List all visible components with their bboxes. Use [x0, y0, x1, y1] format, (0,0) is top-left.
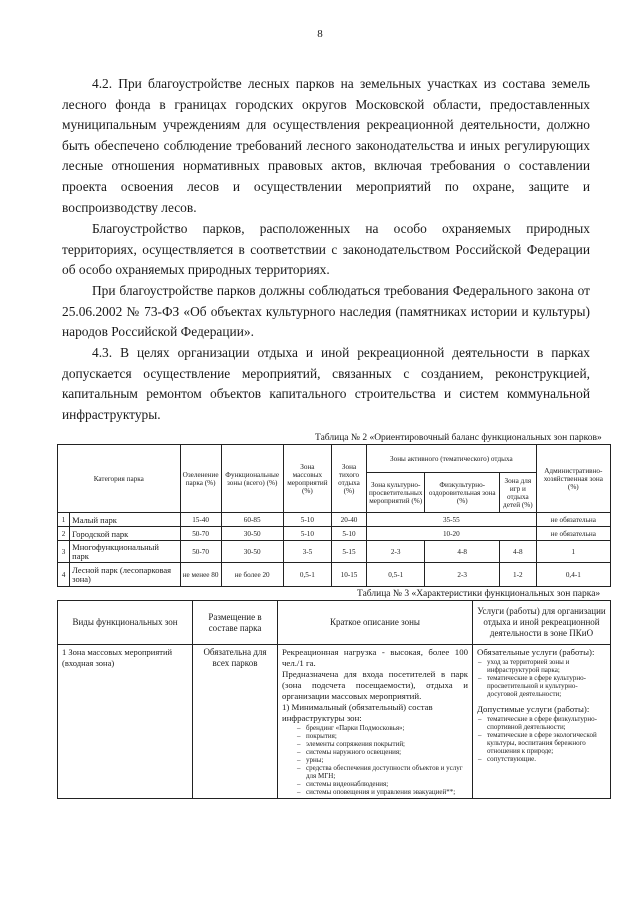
t2-cell: 4-8	[425, 541, 500, 563]
t3-desc-purpose: Предназначена для входа посетителей в парк (зона подсчета посещаемости), отдыха и организации массовых мероприятий.	[282, 669, 468, 701]
t2-cell: 10-20	[367, 527, 537, 541]
t2-cell: 30-50	[221, 541, 283, 563]
table-row	[58, 541, 611, 563]
t3-allowed-list	[477, 715, 606, 763]
t2-head-active: Зоны активного (тематического) отдыха	[367, 445, 537, 473]
t2-cell: 3	[58, 541, 70, 563]
t2-cell: 20-40	[332, 513, 367, 527]
t2-cell: 60-85	[221, 513, 283, 527]
t2-cell: 5-10	[283, 527, 331, 541]
t2-head-kids: Зона для игр и отдыха детей (%)	[500, 473, 537, 513]
list-item: – тематические в сфере экологической культуры, воспитания бережного отношения к природе;	[487, 731, 606, 755]
t2-head-quiet: Зона тихого отдыха (%)	[332, 445, 367, 513]
t3-mandatory-title: Обязательные услуги (работы):	[477, 647, 595, 657]
t3-allowed-title: Допустимые услуги (работы):	[477, 704, 590, 714]
table-zone-balance	[57, 444, 611, 587]
t2-cell: Городской парк	[70, 527, 180, 541]
t2-cell: Малый парк	[70, 513, 180, 527]
t2-cell: 10-15	[332, 563, 367, 587]
t3-head-desc: Краткое описание зоны	[278, 601, 473, 645]
t3-head-services: Услуги (работы) для организации отдыха и иной рекреационной деятельности в зоне ПКиО	[473, 601, 611, 645]
t3-desc-list	[282, 724, 468, 796]
t2-head-functional: Функциональные зоны (всего) (%)	[221, 445, 283, 513]
t2-cell: не более 20	[221, 563, 283, 587]
list-item: – уход за территорией зоны и инфраструктурой парка;	[487, 658, 606, 674]
t2-cell: 1-2	[500, 563, 537, 587]
table-row	[58, 527, 611, 541]
t2-cell: 2-3	[367, 541, 425, 563]
table-row	[58, 645, 611, 799]
list-item: – сопутствующие.	[487, 755, 606, 763]
t3-description	[278, 645, 473, 799]
paragraph-4-2: 4.2. При благоустройстве лесных парков на земельных участках из состава земель лесного фонда в границах городских округов Московской области, предоставленных муниципальным учреждениям для осуществления рекреационной деятельности, должно быть обеспечено соблюдение требований лесного законодательства и иных регулирующих лесные отношения нормативных правовых актов, включая требования о составлении проекта освоения лесов и осуществлении мероприятий по охране, защите и воспроизводству лесов.	[62, 76, 590, 215]
paragraph-heritage: При благоустройстве парков должны соблюдаться требования Федерального закона от 25.06.2002 № 73-ФЗ «Об объектах культурного наследия (памятниках истории и культуры) народов Российской Федерации».	[62, 283, 590, 340]
t2-head-admin: Административно-хозяйственная зона (%)	[536, 445, 610, 513]
t2-cell: не обязательна	[536, 513, 610, 527]
table-row	[58, 563, 611, 587]
t2-cell: 2-3	[425, 563, 500, 587]
t3-desc-min: 1) Минимальный (обязательный) состав инфраструктуры зон:	[282, 702, 433, 723]
t2-cell: 1	[58, 513, 70, 527]
list-item: – тематические в сфере физкультурно-спортивной деятельности;	[487, 715, 606, 731]
list-item: – средства обеспечения доступности объектов и услуг для МГН;	[306, 764, 468, 780]
t2-cell: 15-40	[180, 513, 221, 527]
t2-cell: 0,4-1	[536, 563, 610, 587]
t2-head-mass: Зона массовых мероприятий (%)	[283, 445, 331, 513]
list-item: – системы оповещения и управления эвакуацией**;	[306, 788, 468, 796]
t2-cell: 2	[58, 527, 70, 541]
t3-placement: Обязательна для всех парков	[193, 645, 278, 799]
list-item: – урны;	[306, 756, 468, 764]
t2-head-cover: Озеленение парка (%)	[180, 445, 221, 513]
table-zone-characteristics	[57, 600, 611, 799]
t2-cell: 0,5-1	[367, 563, 425, 587]
t2-cell: 4	[58, 563, 70, 587]
paragraph-protected: Благоустройство парков, расположенных на особо охраняемых природных территориях, осуществляется в соответствии с законодательством Российской Федерации об особо охраняемых природных территориях.	[62, 221, 590, 278]
t3-head-placement: Размещение в составе парка	[193, 601, 278, 645]
t2-cell: 30-50	[221, 527, 283, 541]
t2-cell: 3-5	[283, 541, 331, 563]
list-item: – элементы сопряжения покрытий;	[306, 740, 468, 748]
t3-head-zones: Виды функциональных зон	[58, 601, 193, 645]
table2-caption: Таблица № 2 «Ориентировочный баланс функциональных зон парков»	[315, 433, 602, 443]
t3-mandatory-list	[477, 658, 606, 698]
t2-cell: не обязательна	[536, 527, 610, 541]
t2-cell: 5-10	[332, 527, 367, 541]
t2-cell: 1	[536, 541, 610, 563]
t2-cell: 50-70	[180, 541, 221, 563]
t3-zone: 1 Зона массовых мероприятий (входная зона)	[58, 645, 193, 799]
t2-cell: 0,5-1	[283, 563, 331, 587]
table3-caption: Таблица № 3 «Характеристики функциональных зон парка»	[357, 589, 601, 599]
t2-head-cultural: Зона культурно-просветительных мероприятий (%)	[367, 473, 425, 513]
t2-cell: Многофункциональный парк	[70, 541, 180, 563]
list-item: – брендинг «Парки Подмосковья»;	[306, 724, 468, 732]
list-item: – тематические в сфере культурно-просветительной и культурно-досуговой деятельности;	[487, 674, 606, 698]
t3-desc-load: Рекреационная нагрузка - высокая, более 100 чел./1 га.	[282, 647, 468, 668]
t2-cell: Лесной парк (лесопарковая зона)	[70, 563, 180, 587]
page-number: 8	[317, 28, 323, 40]
t2-cell: не менее 80	[180, 563, 221, 587]
paragraph-4-3: 4.3. В целях организации отдыха и иной рекреационной деятельности в парках допускается осуществление мероприятий, связанных с созданием, реконструкцией, капитальным ремонтом объектов капитального строительства и систем коммунальной инфраструктуры.	[62, 345, 590, 422]
t2-cell: 4-8	[500, 541, 537, 563]
t2-cell: 5-15	[332, 541, 367, 563]
t2-cell: 5-10	[283, 513, 331, 527]
list-item: – покрытия;	[306, 732, 468, 740]
list-item: – системы наружного освещения;	[306, 748, 468, 756]
t3-services	[473, 645, 611, 799]
table-row	[58, 513, 611, 527]
t2-head-sport: Физкультурно-оздоровительная зона (%)	[425, 473, 500, 513]
t2-cell: 35-55	[367, 513, 537, 527]
list-item: – системы видеонаблюдения;	[306, 780, 468, 788]
t2-head-category: Категория парка	[58, 445, 181, 513]
t2-cell: 50-70	[180, 527, 221, 541]
